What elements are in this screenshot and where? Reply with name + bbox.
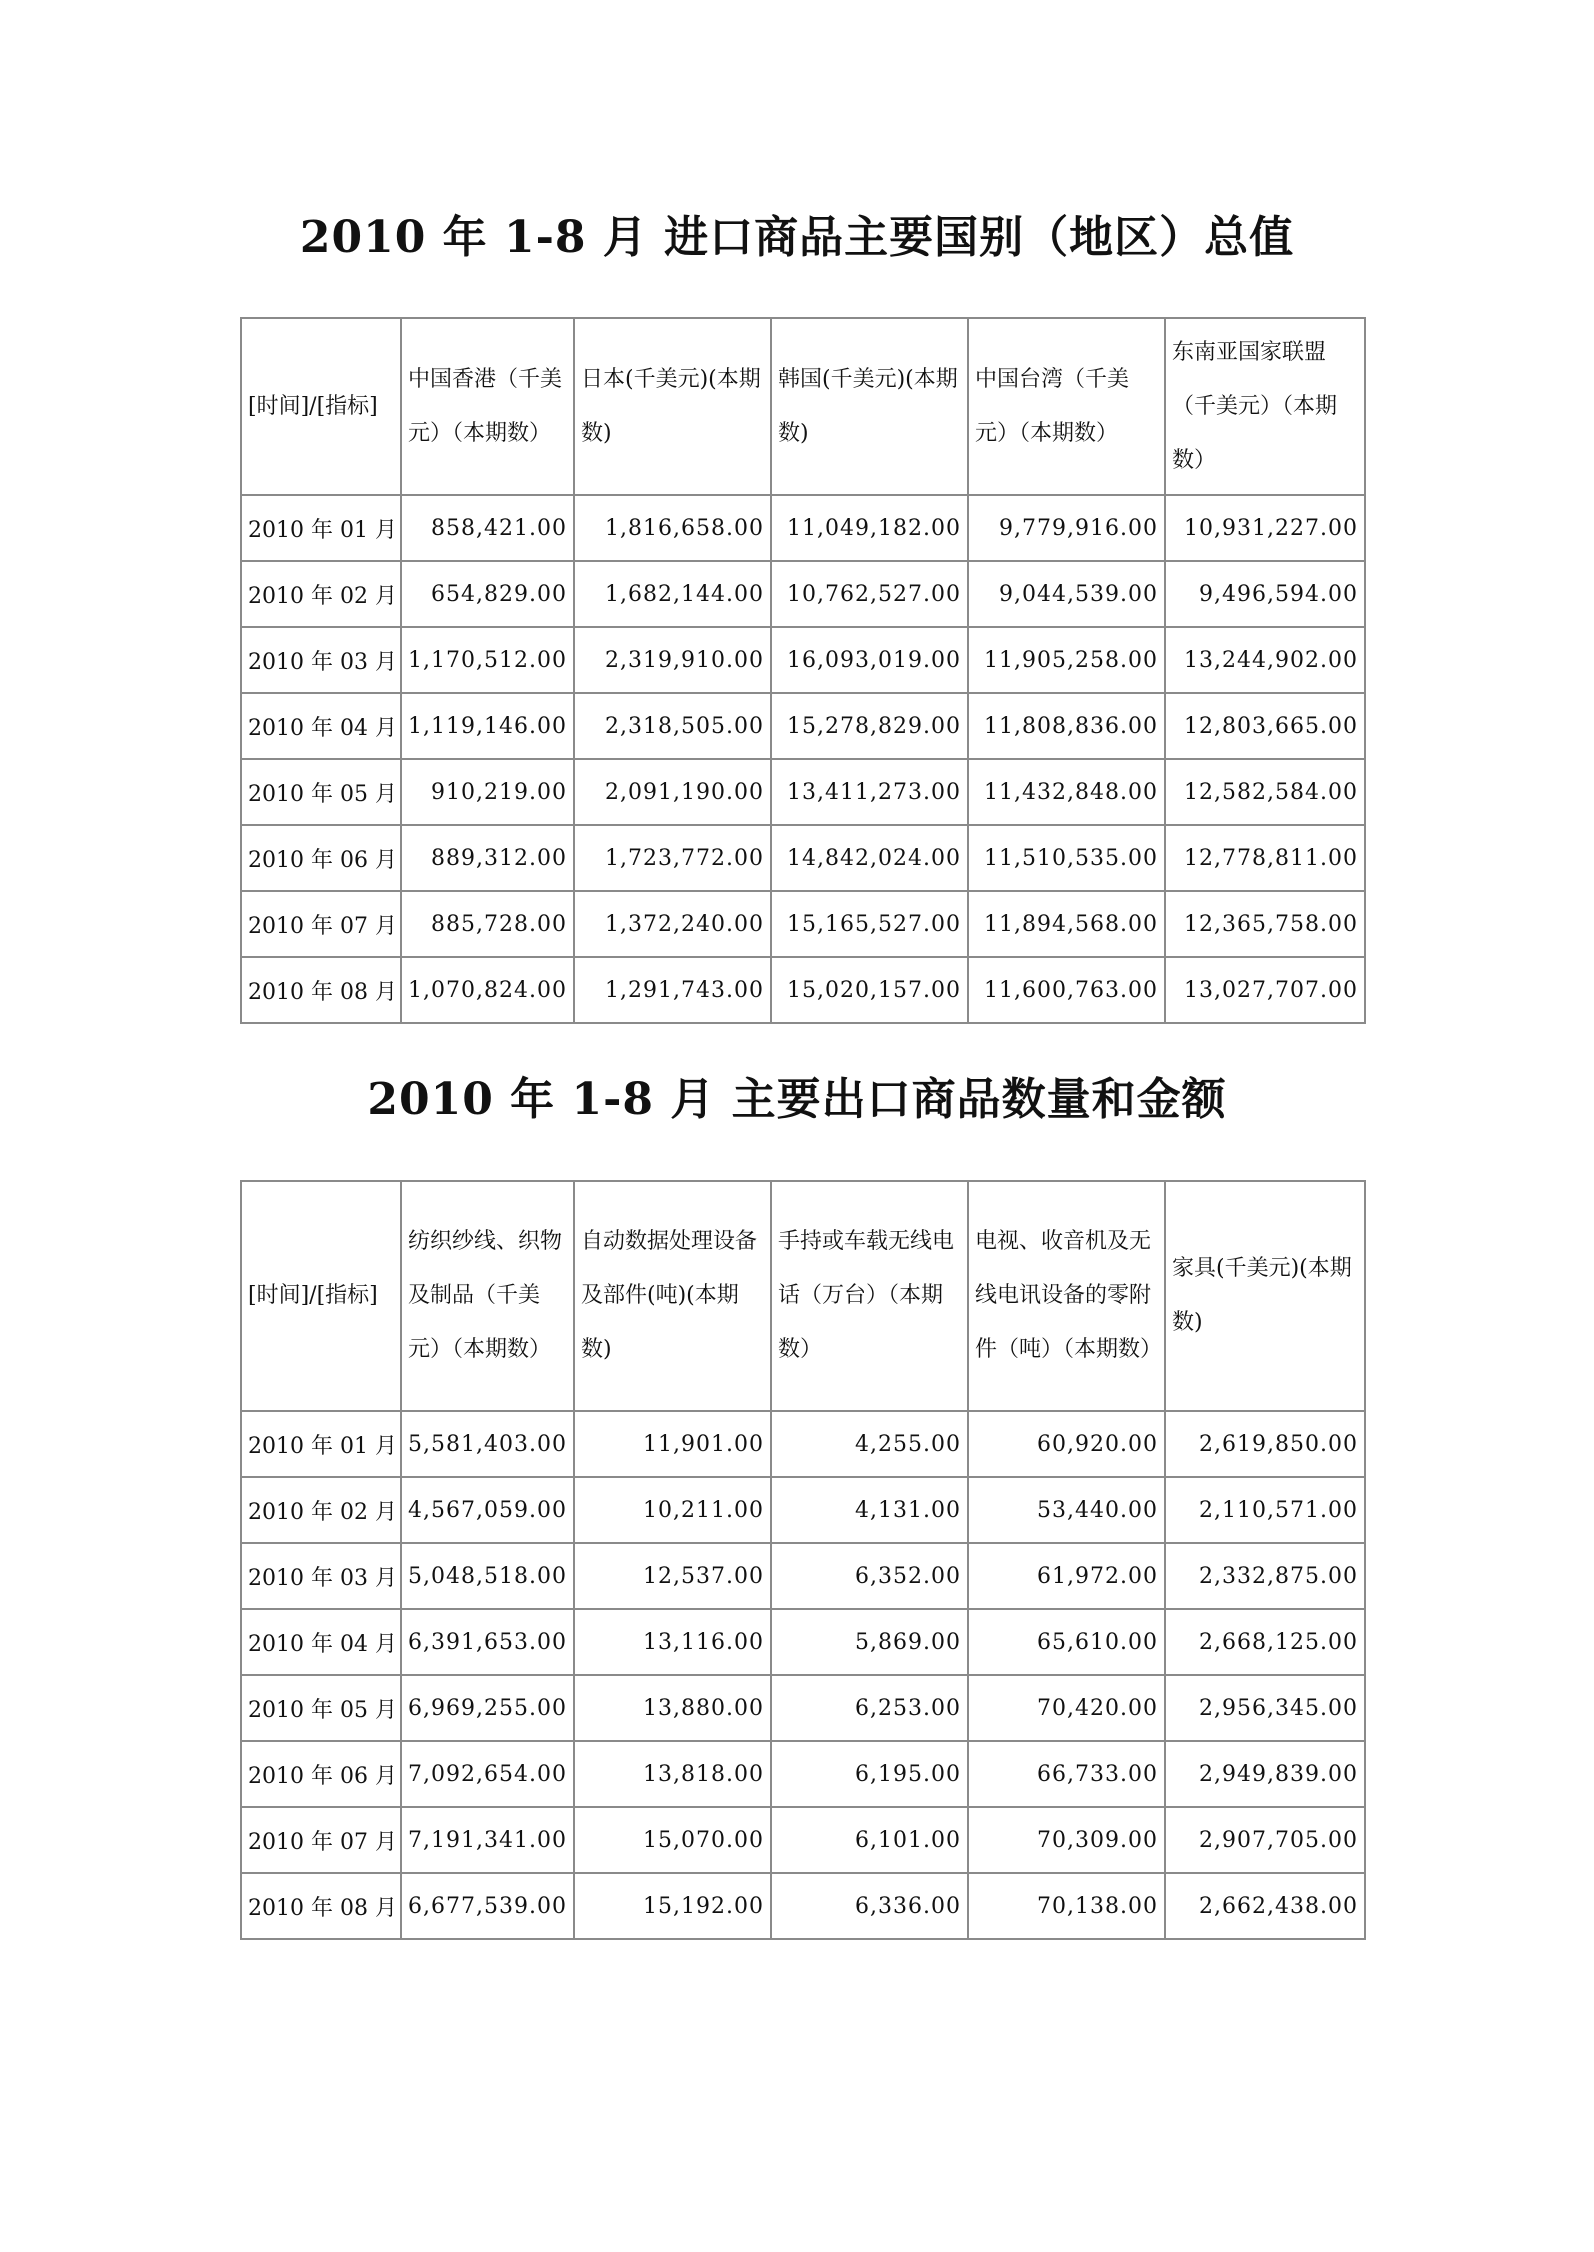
value-cell: 6,253.00 <box>771 1675 968 1741</box>
value-cell: 13,244,902.00 <box>1165 627 1365 693</box>
value-cell: 15,070.00 <box>574 1807 771 1873</box>
value-cell: 1,723,772.00 <box>574 825 771 891</box>
table-row <box>241 1873 1365 1939</box>
value-cell: 4,567,059.00 <box>401 1477 574 1543</box>
period-cell: 2010 年 06 月 <box>241 825 401 891</box>
value-cell: 65,610.00 <box>968 1609 1165 1675</box>
header-cell-data-processing-equipment: 自动数据处理设备及部件(吨)(本期数) <box>574 1181 771 1411</box>
value-cell: 11,905,258.00 <box>968 627 1165 693</box>
value-cell: 6,195.00 <box>771 1741 968 1807</box>
period-cell: 2010 年 08 月 <box>241 1873 401 1939</box>
value-cell: 2,318,505.00 <box>574 693 771 759</box>
value-cell: 1,170,512.00 <box>401 627 574 693</box>
value-cell: 11,808,836.00 <box>968 693 1165 759</box>
period-cell: 2010 年 03 月 <box>241 627 401 693</box>
header-cell-hong-kong: 中国香港（千美元）（本期数） <box>401 318 574 495</box>
value-cell: 2,110,571.00 <box>1165 1477 1365 1543</box>
value-cell: 11,894,568.00 <box>968 891 1165 957</box>
value-cell: 70,420.00 <box>968 1675 1165 1741</box>
export-table-title: 2010 年 1-8 月 主要出口商品数量和金额 <box>367 1074 1227 1125</box>
value-cell: 14,842,024.00 <box>771 825 968 891</box>
table-header-row <box>241 318 1365 495</box>
value-cell: 15,165,527.00 <box>771 891 968 957</box>
value-cell: 6,391,653.00 <box>401 1609 574 1675</box>
period-cell: 2010 年 07 月 <box>241 1807 401 1873</box>
value-cell: 66,733.00 <box>968 1741 1165 1807</box>
value-cell: 13,116.00 <box>574 1609 771 1675</box>
table-row <box>241 1411 1365 1477</box>
header-cell-period: [时间]/[指标] <box>241 1181 401 1411</box>
period-cell: 2010 年 08 月 <box>241 957 401 1023</box>
value-cell: 7,092,654.00 <box>401 1741 574 1807</box>
header-cell-mobile-phones: 手持或车载无线电话（万台）（本期数） <box>771 1181 968 1411</box>
value-cell: 1,119,146.00 <box>401 693 574 759</box>
value-cell: 889,312.00 <box>401 825 574 891</box>
value-cell: 2,949,839.00 <box>1165 1741 1365 1807</box>
value-cell: 4,131.00 <box>771 1477 968 1543</box>
table-row <box>241 693 1365 759</box>
period-cell: 2010 年 03 月 <box>241 1543 401 1609</box>
value-cell: 13,411,273.00 <box>771 759 968 825</box>
value-cell: 15,020,157.00 <box>771 957 968 1023</box>
value-cell: 6,336.00 <box>771 1873 968 1939</box>
value-cell: 4,255.00 <box>771 1411 968 1477</box>
table-row <box>241 957 1365 1023</box>
table-row <box>241 1675 1365 1741</box>
value-cell: 2,662,438.00 <box>1165 1873 1365 1939</box>
period-cell: 2010 年 05 月 <box>241 759 401 825</box>
value-cell: 9,779,916.00 <box>968 495 1165 561</box>
header-cell-taiwan: 中国台湾（千美元）（本期数） <box>968 318 1165 495</box>
header-cell-period: [时间]/[指标] <box>241 318 401 495</box>
table-row <box>241 891 1365 957</box>
value-cell: 11,600,763.00 <box>968 957 1165 1023</box>
table-row <box>241 1741 1365 1807</box>
table-row <box>241 1477 1365 1543</box>
value-cell: 2,907,705.00 <box>1165 1807 1365 1873</box>
export-commodity-table <box>240 1180 1366 1940</box>
value-cell: 16,093,019.00 <box>771 627 968 693</box>
table-row <box>241 759 1365 825</box>
period-cell: 2010 年 02 月 <box>241 561 401 627</box>
period-cell: 2010 年 05 月 <box>241 1675 401 1741</box>
value-cell: 2,319,910.00 <box>574 627 771 693</box>
table-row <box>241 1609 1365 1675</box>
value-cell: 5,048,518.00 <box>401 1543 574 1609</box>
value-cell: 5,869.00 <box>771 1609 968 1675</box>
value-cell: 12,365,758.00 <box>1165 891 1365 957</box>
value-cell: 1,291,743.00 <box>574 957 771 1023</box>
period-cell: 2010 年 06 月 <box>241 1741 401 1807</box>
header-cell-textiles: 纺织纱线、织物及制品（千美元）（本期数） <box>401 1181 574 1411</box>
value-cell: 5,581,403.00 <box>401 1411 574 1477</box>
header-cell-furniture: 家具(千美元)(本期数) <box>1165 1181 1365 1411</box>
value-cell: 7,191,341.00 <box>401 1807 574 1873</box>
value-cell: 1,372,240.00 <box>574 891 771 957</box>
header-cell-tv-radio-parts: 电视、收音机及无线电讯设备的零附件（吨）（本期数） <box>968 1181 1165 1411</box>
value-cell: 12,778,811.00 <box>1165 825 1365 891</box>
value-cell: 885,728.00 <box>401 891 574 957</box>
value-cell: 12,537.00 <box>574 1543 771 1609</box>
table-row <box>241 495 1365 561</box>
value-cell: 70,138.00 <box>968 1873 1165 1939</box>
value-cell: 6,352.00 <box>771 1543 968 1609</box>
value-cell: 2,668,125.00 <box>1165 1609 1365 1675</box>
value-cell: 12,803,665.00 <box>1165 693 1365 759</box>
header-cell-korea: 韩国(千美元)(本期数) <box>771 318 968 495</box>
value-cell: 2,956,345.00 <box>1165 1675 1365 1741</box>
period-cell: 2010 年 04 月 <box>241 693 401 759</box>
table-header-row <box>241 1181 1365 1411</box>
value-cell: 6,101.00 <box>771 1807 968 1873</box>
import-table-title: 2010 年 1-8 月 进口商品主要国别（地区）总值 <box>299 212 1295 263</box>
value-cell: 1,070,824.00 <box>401 957 574 1023</box>
value-cell: 13,818.00 <box>574 1741 771 1807</box>
period-cell: 2010 年 01 月 <box>241 1411 401 1477</box>
value-cell: 1,682,144.00 <box>574 561 771 627</box>
value-cell: 2,332,875.00 <box>1165 1543 1365 1609</box>
value-cell: 11,901.00 <box>574 1411 771 1477</box>
value-cell: 15,278,829.00 <box>771 693 968 759</box>
value-cell: 9,496,594.00 <box>1165 561 1365 627</box>
value-cell: 2,091,190.00 <box>574 759 771 825</box>
value-cell: 53,440.00 <box>968 1477 1165 1543</box>
period-cell: 2010 年 01 月 <box>241 495 401 561</box>
value-cell: 61,972.00 <box>968 1543 1165 1609</box>
value-cell: 10,931,227.00 <box>1165 495 1365 561</box>
table-row <box>241 825 1365 891</box>
period-cell: 2010 年 04 月 <box>241 1609 401 1675</box>
value-cell: 858,421.00 <box>401 495 574 561</box>
value-cell: 1,816,658.00 <box>574 495 771 561</box>
import-value-table <box>240 317 1366 1024</box>
period-cell: 2010 年 07 月 <box>241 891 401 957</box>
value-cell: 910,219.00 <box>401 759 574 825</box>
table-row <box>241 561 1365 627</box>
value-cell: 6,677,539.00 <box>401 1873 574 1939</box>
value-cell: 70,309.00 <box>968 1807 1165 1873</box>
value-cell: 11,049,182.00 <box>771 495 968 561</box>
value-cell: 12,582,584.00 <box>1165 759 1365 825</box>
value-cell: 11,510,535.00 <box>968 825 1165 891</box>
value-cell: 15,192.00 <box>574 1873 771 1939</box>
table-row <box>241 1543 1365 1609</box>
header-cell-japan: 日本(千美元)(本期数) <box>574 318 771 495</box>
value-cell: 60,920.00 <box>968 1411 1165 1477</box>
value-cell: 10,211.00 <box>574 1477 771 1543</box>
value-cell: 6,969,255.00 <box>401 1675 574 1741</box>
value-cell: 11,432,848.00 <box>968 759 1165 825</box>
value-cell: 2,619,850.00 <box>1165 1411 1365 1477</box>
period-cell: 2010 年 02 月 <box>241 1477 401 1543</box>
table-row <box>241 1807 1365 1873</box>
value-cell: 13,880.00 <box>574 1675 771 1741</box>
header-cell-asean: 东南亚国家联盟（千美元）（本期数） <box>1165 318 1365 495</box>
value-cell: 10,762,527.00 <box>771 561 968 627</box>
value-cell: 654,829.00 <box>401 561 574 627</box>
value-cell: 13,027,707.00 <box>1165 957 1365 1023</box>
value-cell: 9,044,539.00 <box>968 561 1165 627</box>
table-row <box>241 627 1365 693</box>
